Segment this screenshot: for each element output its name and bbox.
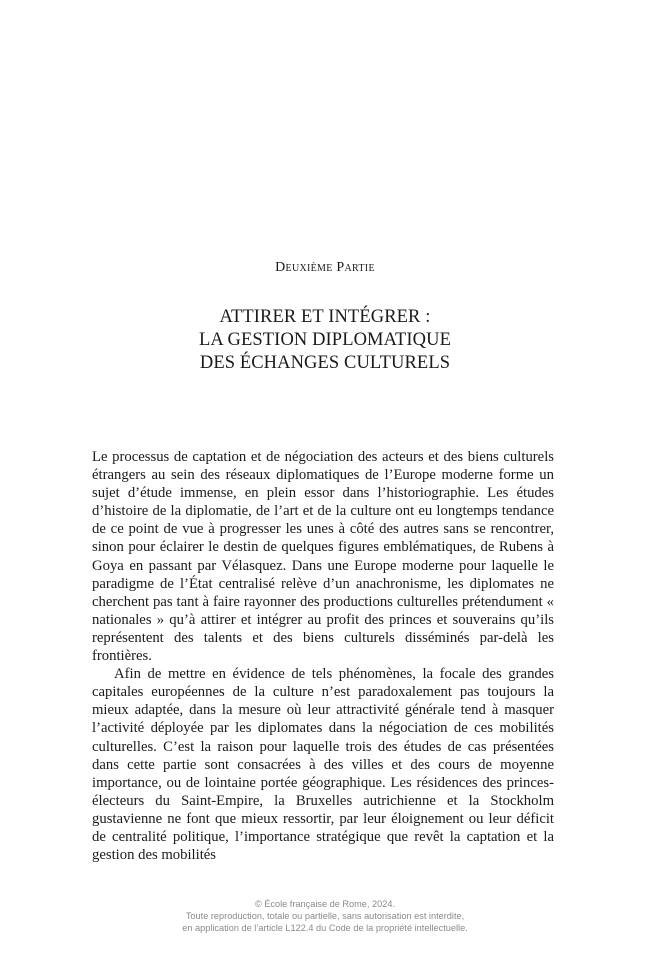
title-line: LA GESTION DIPLOMATIQUE <box>198 330 452 350</box>
copyright-line: © École française de Rome, 2024. <box>254 899 396 909</box>
copyright-line: Toute reproduction, totale ou partielle, sans autorisation est interdite, <box>185 911 465 921</box>
copyright-notice <box>0 898 650 934</box>
part-label: Deuxième Partie <box>275 260 375 275</box>
title-line: DES ÉCHANGES CULTURELS <box>199 353 451 373</box>
body-text <box>92 448 554 864</box>
title-line: ATTIRER ET INTÉGRER : <box>219 307 431 327</box>
body-paragraph: Afin de mettre en évidence de tels phénomènes, la focale des grandes capitales européennes de la culture n’est paradoxalement pas toujours la mieux adaptée, dans la mesure où leur attractivité générale tend à masquer l’activité déployée par les diplomates dans la négociation de ces mobilités culturelles. C’est la raison pour laquelle trois des études de cas présentées dans cette partie sont consacrées à des villes et des cours de moyenne importance, ou de lointaine portée géographique. Les résidences des princes-électeurs du Saint-Empire, la Bruxelles autrichienne et la Stockholm gustavienne ne font que mieux ressortir, par leur éloignement ou leur déficit de centralité politique, l’importance stratégique que revêt la captation et la gestion des mobilités <box>92 666 554 864</box>
body-paragraph: Le processus de captation et de négociation des acteurs et des biens culturels étrangers au sein des réseaux diplomatiques de l’Europe moderne forme un sujet d’étude immense, en plein essor dans l’historiographie. Les études d’histoire de la diplomatie, de l’art et de la culture ont eu longtemps tendance de ce point de vue à progresser les unes à côté des autres sans se rencontrer, sinon pour éclairer le destin de quelques figures emblématiques, de Rubens à Goya en passant par Vélasquez. Dans une Europe moderne pour laquelle le paradigme de l’État centralisé relève d’un anachronisme, les diplomates ne cherchent pas tant à faire rayonner des productions culturelles prétendument « nationales » qu’à attirer et intégrer au profit des princes et souverains qu’ils représentent des talents et des biens culturels disséminés par-delà les frontières. <box>92 449 554 665</box>
part-title <box>0 306 650 375</box>
copyright-line: en application de l’article L122.4 du Code de la propriété intellectuelle. <box>182 923 468 933</box>
